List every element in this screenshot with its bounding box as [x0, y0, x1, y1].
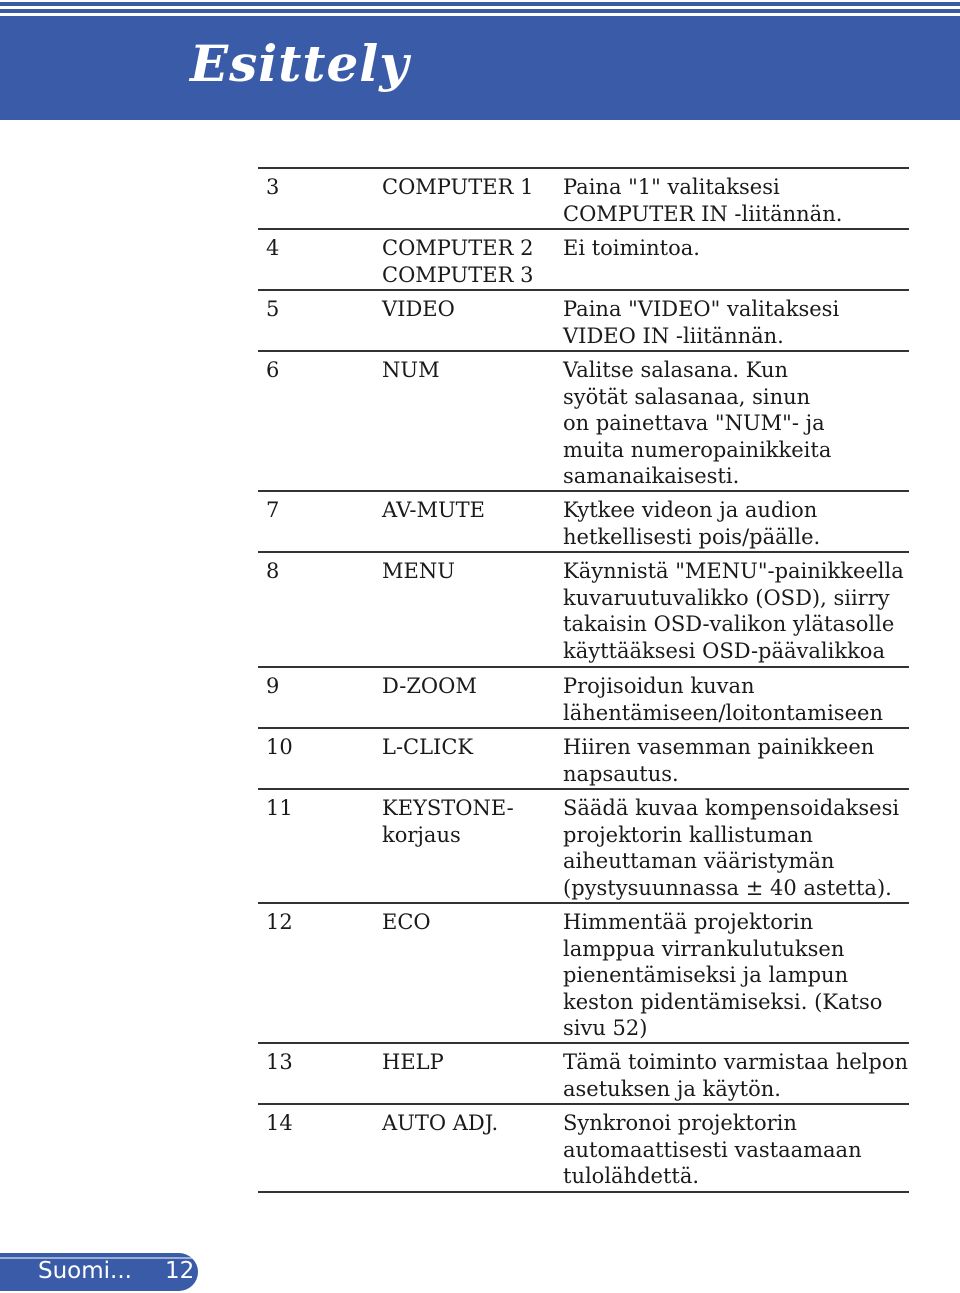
row-description: Kytkee videon ja audion hetkellisesti pois/päälle.: [563, 498, 821, 549]
row-description: Ei toimintoa.: [563, 236, 700, 260]
row-number: 3: [266, 175, 280, 199]
row-number: 14: [266, 1111, 293, 1135]
row-number: 12: [266, 910, 293, 934]
row-name: NUM: [382, 358, 440, 382]
row-number: 8: [266, 559, 280, 583]
table-row: [258, 490, 909, 551]
table-row: [258, 167, 909, 228]
row-name: MENU: [382, 559, 455, 583]
row-description: Valitse salasana. Kun syötät salasanaa, sinun on painettava "NUM"- ja muita numeropainikkeita samanaikaisesti.: [563, 358, 832, 488]
row-description: Projisoidun kuvan lähentämiseen/loitontamiseen: [563, 674, 883, 725]
row-number: 7: [266, 498, 280, 522]
row-name: D-ZOOM: [382, 674, 477, 698]
footer-page-number: 12: [165, 1258, 195, 1284]
table-row: [258, 1042, 909, 1103]
button-table: [258, 167, 909, 1193]
row-name: HELP: [382, 1050, 444, 1074]
row-name: AUTO ADJ.: [382, 1111, 499, 1135]
table-row: [258, 902, 909, 1042]
row-description: Paina "VIDEO" valitaksesi VIDEO IN -liitännän.: [563, 297, 840, 348]
row-number: 9: [266, 674, 280, 698]
row-name: AV-MUTE: [382, 498, 485, 522]
footer-language: Suomi...: [38, 1258, 132, 1284]
row-description: Hiiren vasemman painikkeen napsautus.: [563, 735, 875, 786]
header-stripe: [0, 2, 960, 6]
table-row: [258, 289, 909, 350]
row-name: ECO: [382, 910, 431, 934]
row-name: L-CLICK: [382, 735, 474, 759]
row-name: COMPUTER 2 COMPUTER 3: [382, 236, 534, 287]
table-row: [258, 551, 909, 666]
header-stripe: [0, 9, 960, 13]
header-band: [0, 20, 960, 120]
row-name: COMPUTER 1: [382, 175, 534, 199]
row-description: Synkronoi projektorin automaattisesti vastaamaan tulolähdettä.: [563, 1111, 862, 1188]
row-number: 4: [266, 236, 280, 260]
row-description: Tämä toiminto varmistaa helpon asetuksen ja käytön.: [563, 1050, 909, 1101]
table-row: [258, 727, 909, 788]
row-number: 13: [266, 1050, 293, 1074]
row-number: 5: [266, 297, 280, 321]
table-row: [258, 228, 909, 289]
row-number: 11: [266, 796, 293, 820]
table-row: [258, 666, 909, 727]
page-title: Esittely: [190, 34, 410, 93]
header-stripes: [0, 0, 960, 20]
table-row: [258, 1103, 909, 1193]
table-row: [258, 788, 909, 902]
row-description: Käynnistä "MENU"-painikkeella kuvaruutuvalikko (OSD), siirry takaisin OSD-valikon ylätasolle käyttääksesi OSD-päävalikkoa: [563, 559, 904, 663]
row-name: KEYSTONE- korjaus: [382, 796, 514, 847]
row-name: VIDEO: [382, 297, 455, 321]
row-description: Säädä kuvaa kompensoidaksesi projektorin kallistuman aiheuttaman vääristymän (pystysuunnassa ± 40 astetta).: [563, 796, 900, 900]
row-number: 6: [266, 358, 280, 382]
row-description: Paina "1" valitaksesi COMPUTER IN -liitännän.: [563, 175, 843, 226]
row-number: 10: [266, 735, 293, 759]
table-row: [258, 350, 909, 490]
row-description: Himmentää projektorin lamppua virrankulutuksen pienentämiseksi ja lampun keston pidentämiseksi. (Katso sivu 52): [563, 910, 883, 1040]
